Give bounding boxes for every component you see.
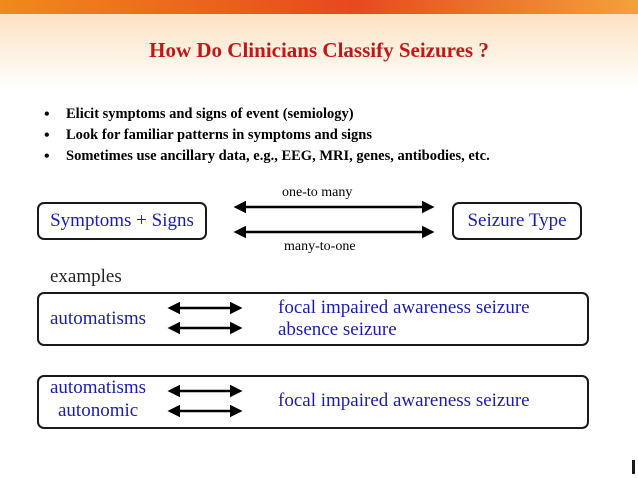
slide-title: How Do Clinicians Classify Seizures ? — [149, 38, 489, 62]
bullet-item: • Elicit symptoms and signs of event (semiology) — [44, 104, 490, 125]
example-2-left-label-1: automatisms — [50, 377, 147, 398]
many-to-one-label: many-to-one — [284, 239, 356, 254]
slide-edge-mark — [632, 460, 635, 474]
examples-heading: examples — [50, 266, 122, 287]
one-to-many-label: one-to many — [282, 185, 353, 200]
seizure-type-label: Seizure Type — [467, 210, 567, 231]
symptoms-signs-label: Symptoms + Signs — [50, 210, 194, 231]
example-2-left-label-2: autonomic — [58, 400, 139, 421]
example-1-left-label: automatisms — [50, 308, 147, 329]
example-2-right-label: focal impaired awareness seizure — [278, 390, 530, 411]
bullet-item: • Look for familiar patterns in symptoms and signs — [44, 125, 490, 146]
bullet-item: • Sometimes use ancillary data, e.g., EEG, MRI, genes, antibodies, etc. — [44, 146, 490, 167]
example-1-right-label-1: focal impaired awareness seizure — [278, 297, 530, 318]
example-1-right-label-2: absence seizure — [278, 319, 397, 340]
